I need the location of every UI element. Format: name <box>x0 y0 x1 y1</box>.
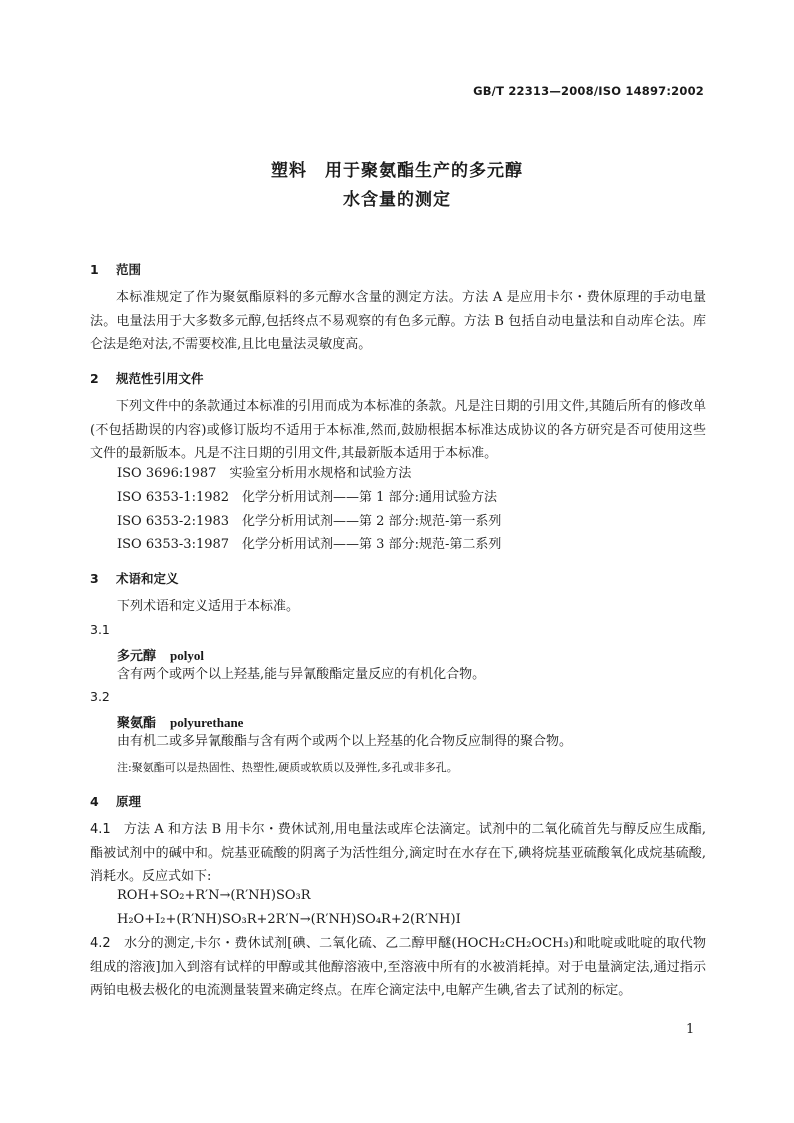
clause-text: 水分的测定,卡尔・费休试剂[碘、二氧化硫、乙二醇甲醚(HOCH₂CH₂OCH₃)和吡啶或吡啶的取代物组成的溶液]加入到溶有试样的甲醇或其他醇溶液中,至溶液中所有的水被消耗掉。对于电量滴定法,通过指示两铂电极去极化的电流测量装置来确定终点。在库仑滴定法中,电解产生碘,省去了试剂的标定。 <box>90 936 706 998</box>
reference-item: ISO 3696:1987 实验室分析用水规格和试验方法 <box>117 466 412 481</box>
section-title: 术语和定义 <box>116 571 179 586</box>
term-number: 3.2 <box>90 689 110 704</box>
term-definition: 含有两个或两个以上羟基,能与异氰酸酯定量反应的有机化合物。 <box>117 667 486 682</box>
reference-item: ISO 6353-2:1983 化学分析用试剂——第 2 部分:规范-第一系列 <box>117 514 502 529</box>
document-title-line2: 水含量的测定 <box>343 190 451 210</box>
reference-item: ISO 6353-1:1982 化学分析用试剂——第 1 部分:通用试验方法 <box>117 490 497 505</box>
section-heading-normative-references <box>90 369 204 387</box>
section-heading-principle <box>90 792 141 810</box>
section-heading-terms <box>90 569 179 587</box>
section-heading-scope <box>90 260 141 278</box>
standard-code: GB/T 22313—2008/ISO 14897:2002 <box>473 84 704 98</box>
scope-paragraph: 本标准规定了作为聚氨酯原料的多元醇水含量的测定方法。方法 A 是应用卡尔・费休原理的手动电量法。电量法用于大多数多元醇,包括终点不易观察的有色多元醇。方法 B 包括自动电量法和自动库仑法。库仑法是绝对法,不需要校准,且比电量法灵敏度高。 <box>90 290 706 352</box>
clause-text: 方法 A 和方法 B 用卡尔・费休试剂,用电量法或库仑法滴定。试剂中的二氧化硫首先与醇反应生成酯,酯被试剂中的碱中和。烷基亚硫酸的阴离子为活性组分,滴定时在水存在下,碘将烷基亚硫酸氧化成烷基硫酸,消耗水。反应式如下: <box>90 822 706 884</box>
term-name-en: polyol <box>170 648 204 663</box>
term-number: 3.1 <box>90 622 110 637</box>
reference-item: ISO 6353-3:1987 化学分析用试剂——第 3 部分:规范-第二系列 <box>117 537 502 552</box>
normative-references-paragraph: 下列文件中的条款通过本标准的引用而成为本标准的条款。凡是注日期的引用文件,其随后所有的修改单(不包括勘误的内容)或修订版均不适用于本标准,然而,鼓励根据本标准达成协议的各方研究是否可使用这些文件的最新版本。凡是不注日期的引用文件,其最新版本适用于本标准。 <box>90 399 706 461</box>
term-name-zh: 聚氨酯 <box>117 716 157 731</box>
term-name-zh: 多元醇 <box>117 649 157 664</box>
term-heading <box>117 712 243 731</box>
term-note: 注:聚氨酯可以是热固性、热塑性,硬质或软质以及弹性,多孔或非多孔。 <box>117 761 458 774</box>
term-definition: 由有机二或多异氰酸酯与含有两个或两个以上羟基的化合物反应制得的聚合物。 <box>117 734 573 749</box>
document-title-line1: 塑料 用于聚氨酯生产的多元醇 <box>271 161 523 181</box>
section-number: 2 <box>90 371 99 386</box>
section-title: 原理 <box>116 794 142 809</box>
term-heading <box>117 645 204 664</box>
clause-number: 4.1 <box>90 822 111 837</box>
section-number: 4 <box>90 794 99 809</box>
reaction-equation-1: ROH+SO₂+R′N→(R′NH)SO₃R <box>117 888 311 903</box>
section-title: 规范性引用文件 <box>116 371 204 386</box>
reaction-equation-2: H₂O+I₂+(R′NH)SO₃R+2R′N→(R′NH)SO₄R+2(R′NH)I <box>117 912 461 927</box>
principle-paragraph-4-2 <box>90 932 706 1003</box>
section-number: 1 <box>90 262 99 277</box>
clause-number: 4.2 <box>90 936 111 951</box>
section-title: 范围 <box>116 262 142 277</box>
terms-intro: 下列术语和定义适用于本标准。 <box>117 599 300 614</box>
section-number: 3 <box>90 571 99 586</box>
principle-paragraph-4-1 <box>90 818 706 889</box>
page-number: 1 <box>686 1022 695 1037</box>
term-name-en: polyurethane <box>170 715 244 730</box>
